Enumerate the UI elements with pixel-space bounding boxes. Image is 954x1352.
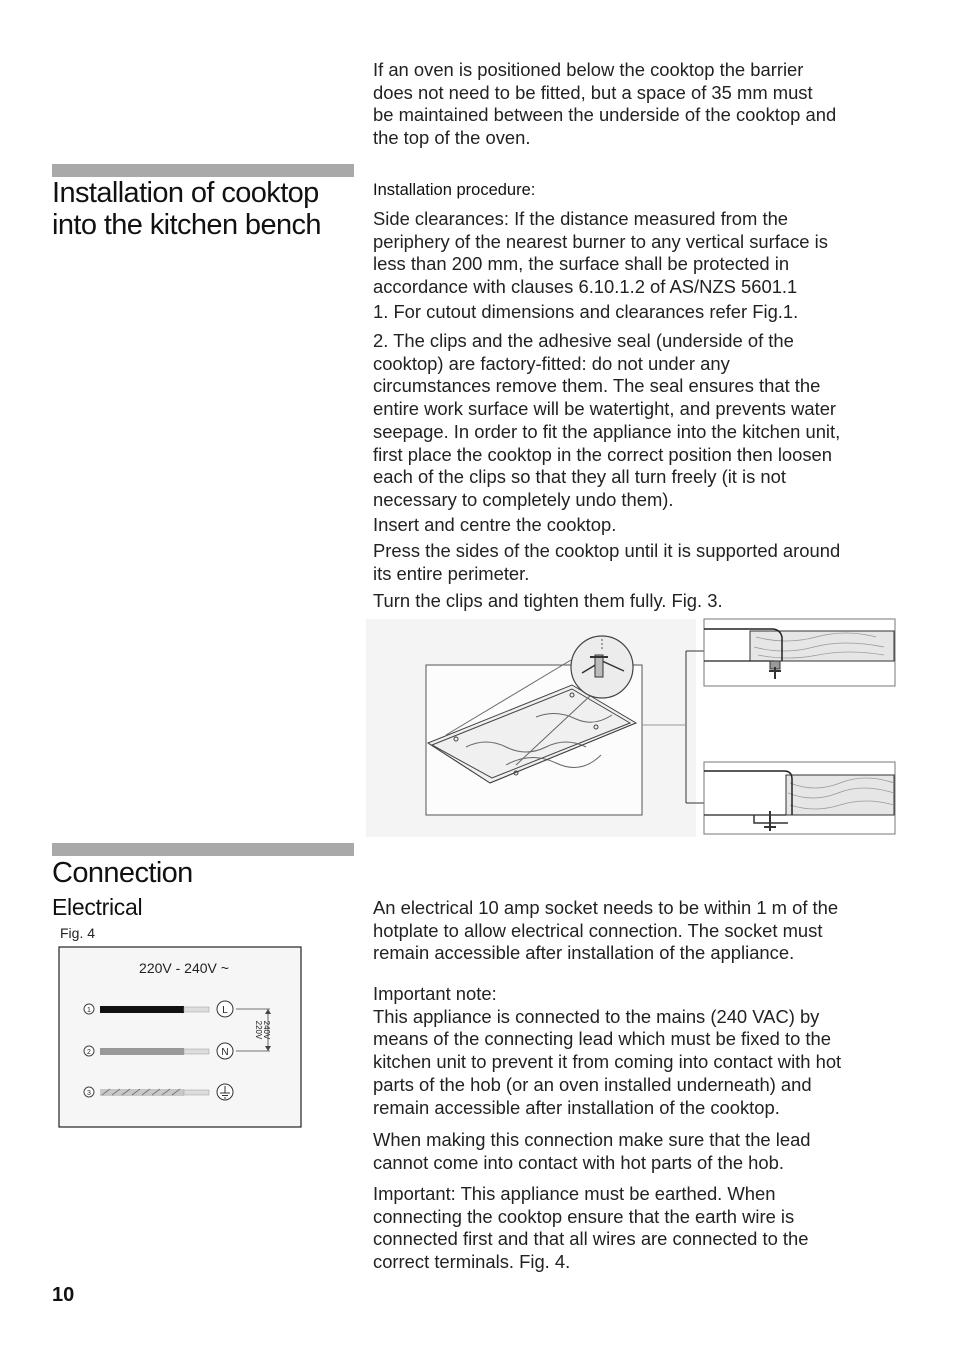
terminal-l: L [222,1005,228,1016]
wire-2-number: 2 [87,1049,91,1056]
page-number: 10 [52,1284,75,1306]
wire-3-number: 3 [87,1090,91,1097]
step-1: 1. For cutout dimensions and clearances refer Fig.1. [373,301,799,322]
step-2: 2. The clips and the adhesive seal (underside of the cooktop) are factory-fitted: do not under any circumstances remove them. The seal ensures that the entire work surface will be watertight, and prevents water seepage. In order to fit the appliance into the kitchen unit, first place the cooktop in the correct position then loosen each of the clips so that they all turn freely (it is not necessary to completely undo them). [373,330,841,510]
fig4-wiring-diagram [58,946,302,1128]
intro-paragraph: If an oven is positioned below the cooktop the barrier does not need to be fitted, but a space of 35 mm must be maintained between the underside of the cooktop and the top of the oven. [373,59,837,149]
clip-detail-magnifier [571,636,633,698]
fig4-voltage: 220V - 240V ~ [139,960,229,976]
connection-heading: Connection [52,857,193,889]
fig4-label: Fig. 4 [60,925,96,941]
installation-heading: Installation of cooktop into the kitchen bench [52,177,321,241]
press-instruction: Press the sides of the cooktop until it is supported around its entire perimeter. [373,540,841,584]
terminal-n: N [221,1047,229,1058]
fig3-illustration [366,615,898,837]
important-note-paragraph: Important note: This appliance is connected to the mains (240 VAC) by means of the connecting lead which must be fixed to the kitchen unit to prevent it from coming into contact with hot parts of the hob (or an oven installed underneath) and remain accessible after installation of the cooktop. [373,983,842,1118]
side-voltage-1: 220V [254,1020,263,1040]
section-bar-installation [52,164,354,177]
side-voltage-2: 240V [262,1020,271,1040]
insert-instruction: Insert and centre the cooktop. [373,514,617,535]
side-clearances-paragraph: Side clearances: If the distance measured from the periphery of the nearest burner to any vertical surface is less than 200 mm, the surface shall be protected in accordance with clauses 6.10.1.2 of AS/NZS 5601.1 [373,208,828,298]
clip-inset-loose [704,619,895,686]
earth-paragraph: Important: This appliance must be earthed. When connecting the cooktop ensure that the earth wire is connected first and that all wires are connected to the correct terminals. Fig. 4. [373,1183,809,1273]
turn-instruction: Turn the clips and tighten them fully. Fig. 3. [373,590,723,611]
lead-paragraph: When making this connection make sure that the lead cannot come into contact with hot parts of the hob. [373,1129,811,1173]
socket-paragraph: An electrical 10 amp socket needs to be within 1 m of the hotplate to allow electrical connection. The socket must remain accessible after installation of the appliance. [373,897,839,964]
section-bar-connection [52,843,354,856]
clip-inset-tightened [704,762,895,834]
procedure-title: Installation procedure: [373,181,536,199]
wire-1-number: 1 [87,1007,91,1014]
electrical-subheading: Electrical [52,894,143,920]
